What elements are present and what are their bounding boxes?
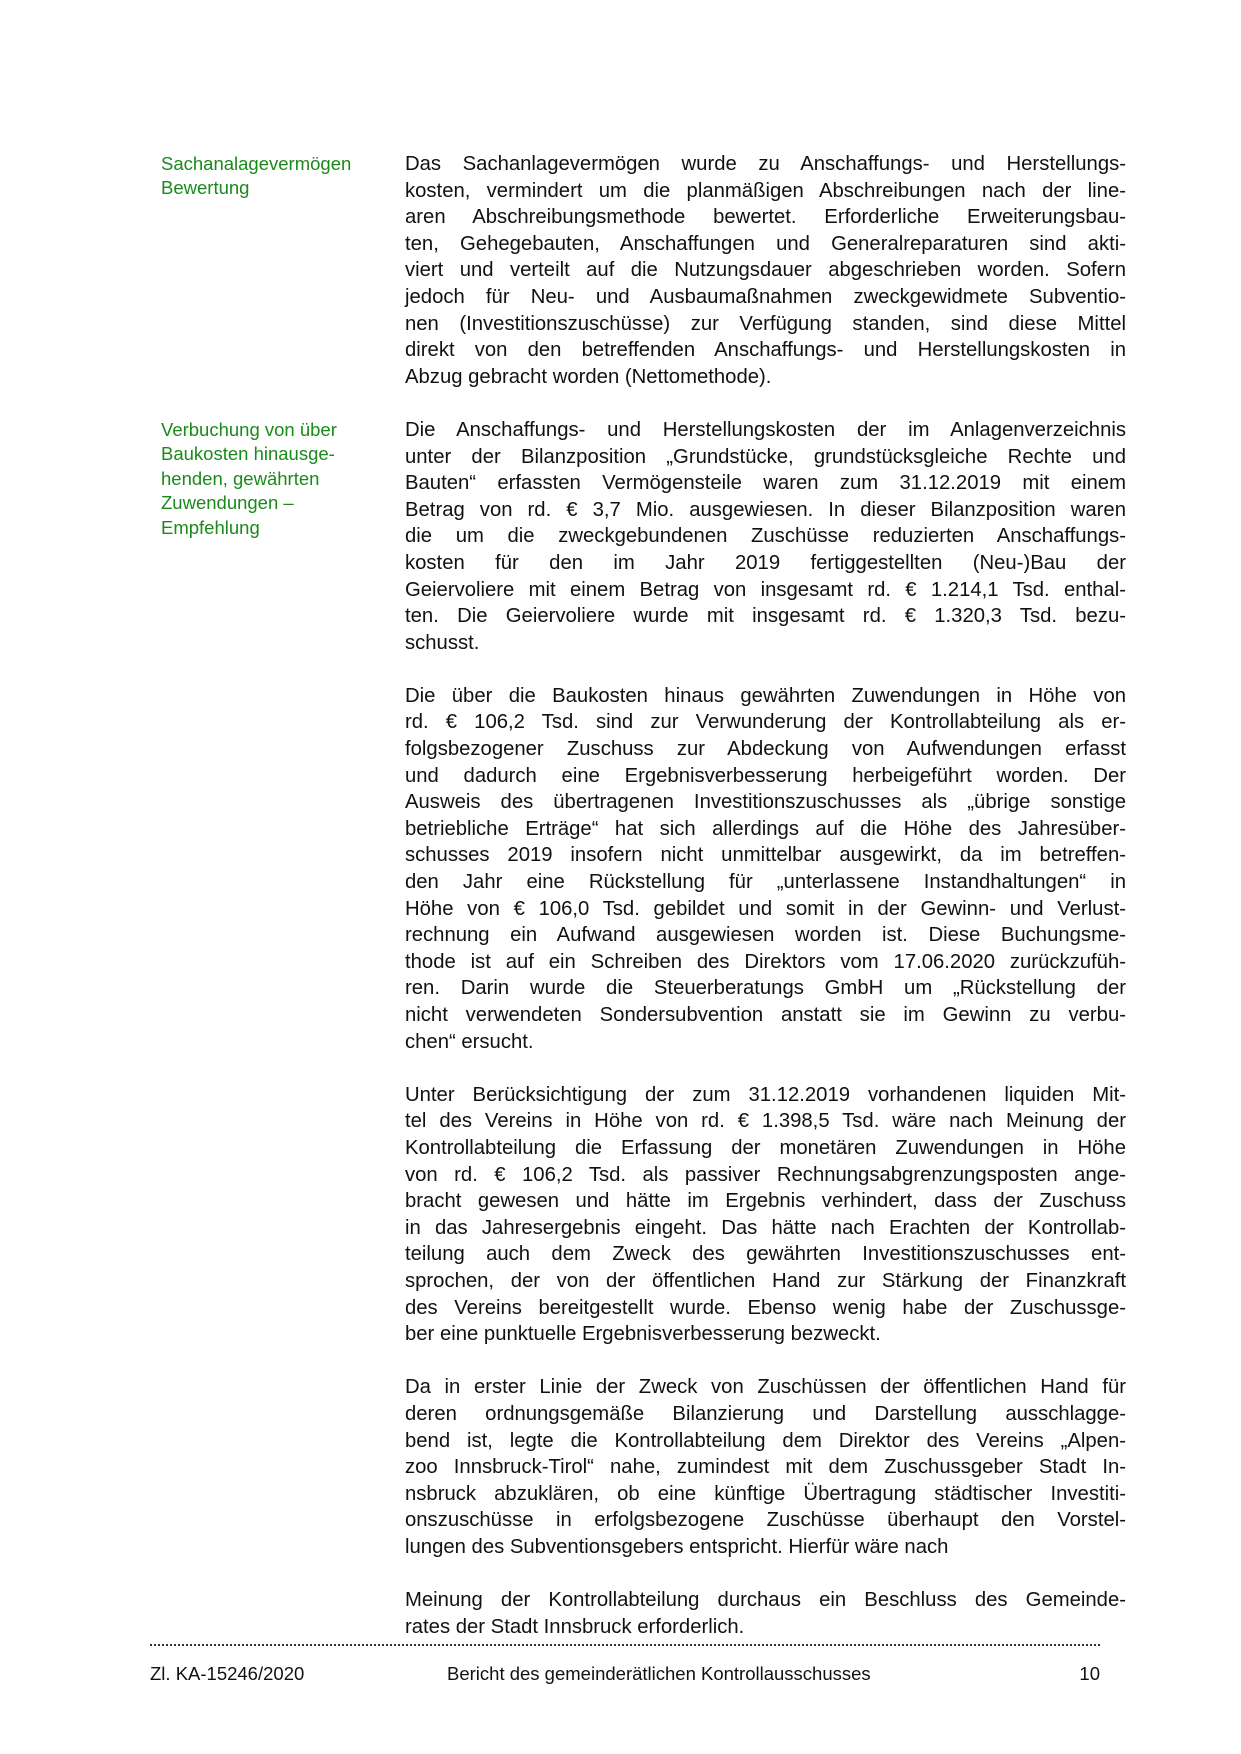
margin-heading-line: henden, gewährten	[161, 467, 320, 489]
text-line: Höhe von € 106,0 Tsd. gebildet und somit in der Gewinn- und Verlust-	[405, 897, 1126, 920]
text-line: nen (Investitionszuschüsse) zur Verfügung standen, sind diese Mittel	[405, 312, 1126, 335]
text-line: Da in erster Linie der Zweck von Zuschüssen der öffentlichen Hand für	[405, 1376, 1126, 1399]
text-line: nsbruck abzuklären, ob eine künftige Übertragung städtischer Investiti-	[405, 1482, 1126, 1505]
text-line: unter der Bilanzposition „Grundstücke, grundstücksgleiche Rechte und	[405, 445, 1126, 468]
margin-heading	[161, 418, 386, 540]
text-line: sprochen, der von der öffentlichen Hand zur Stärkung der Finanzkraft	[405, 1269, 1126, 1292]
text-line: ten, Gehegebauten, Anschaffungen und Generalreparaturen sind akti-	[405, 232, 1126, 255]
paragraph	[405, 151, 1126, 390]
text-line: Bauten“ erfassten Vermögensteile waren zum 31.12.2019 mit einem	[405, 472, 1126, 495]
text-line: thode ist auf ein Schreiben des Direktors vom 17.06.2020 zurückzufüh-	[405, 950, 1126, 973]
text-line: rd. € 106,2 Tsd. sind zur Verwunderung der Kontrollabteilung als er-	[405, 711, 1126, 734]
text-line: von rd. € 106,2 Tsd. als passiver Rechnungsabgrenzungsposten ange-	[405, 1163, 1126, 1186]
margin-heading-line: Baukosten hinausge-	[161, 443, 335, 465]
body-text	[405, 151, 1126, 1667]
text-line: ren. Darin wurde die Steuerberatungs GmbH um „Rückstellung der	[405, 977, 1126, 1000]
text-line: aren Abschreibungsmethode bewertet. Erforderliche Erweiterungsbau-	[405, 206, 1126, 229]
text-line: deren ordnungsgemäße Bilanzierung und Darstellung ausschlagge-	[405, 1402, 1126, 1425]
text-line: ten. Die Geiervoliere wurde mit insgesamt rd. € 1.320,3 Tsd. bezu-	[405, 605, 1126, 628]
text-line: tel des Vereins in Höhe von rd. € 1.398,5 Tsd. wäre nach Meinung der	[405, 1110, 1126, 1133]
text-line: Die über die Baukosten hinaus gewährten Zuwendungen in Höhe von	[405, 684, 1126, 707]
text-line: Geiervoliere mit einem Betrag von insgesamt rd. € 1.214,1 Tsd. enthal-	[405, 578, 1126, 601]
text-line: bend ist, legte die Kontrollabteilung dem Direktor des Vereins „Alpen-	[405, 1429, 1126, 1452]
text-line: des Vereins bereitgestellt wurde. Ebenso wenig habe der Zuschussge-	[405, 1296, 1126, 1319]
text-line: Die Anschaffungs- und Herstellungskosten der im Anlagenverzeichnis	[405, 418, 1126, 441]
footer-title: Bericht des gemeinderätlichen Kontrollausschusses	[447, 1663, 871, 1684]
paragraph	[405, 1587, 1126, 1640]
text-line: rechnung ein Aufwand ausgewiesen worden ist. Diese Buchungsme-	[405, 924, 1126, 947]
text-line: die um die zweckgebundenen Zuschüsse reduzierten Anschaffungs-	[405, 525, 1126, 548]
text-line: ber eine punktuelle Ergebnisverbesserung bezweckt.	[405, 1323, 881, 1346]
text-line: lungen des Subventionsgebers entspricht. Hierfür wäre nach	[405, 1535, 949, 1558]
page-number: 10	[1079, 1663, 1100, 1684]
text-line: teilung auch dem Zweck des gewährten Investitionszuschusses ent-	[405, 1243, 1126, 1266]
text-line: Abzug gebracht worden (Nettomethode).	[405, 365, 772, 388]
paragraph	[405, 1082, 1126, 1348]
text-line: bracht gewesen und hätte im Ergebnis verhindert, dass der Zuschuss	[405, 1190, 1126, 1213]
text-line: jedoch für Neu- und Ausbaumaßnahmen zweckgewidmete Subventio-	[405, 285, 1126, 308]
text-line: folgsbezogener Zuschuss zur Abdeckung von Aufwendungen erfasst	[405, 738, 1126, 761]
text-line: zoo Innsbruck-Tirol“ nahe, zumindest mit dem Zuschussgeber Stadt In-	[405, 1456, 1126, 1479]
text-line: rates der Stadt Innsbruck erforderlich.	[405, 1615, 745, 1638]
text-line: viert und verteilt auf die Nutzungsdauer abgeschrieben worden. Sofern	[405, 259, 1126, 282]
paragraph	[405, 417, 1126, 656]
margin-heading-line: Empfehlung	[161, 516, 260, 538]
text-line: Unter Berücksichtigung der zum 31.12.2019 vorhandenen liquiden Mit-	[405, 1083, 1126, 1106]
text-line: kosten für den im Jahr 2019 fertiggestellten (Neu-)Bau der	[405, 551, 1126, 574]
text-line: schusst.	[405, 631, 480, 654]
page-footer	[150, 1663, 1100, 1685]
margin-heading-line: Zuwendungen –	[161, 492, 294, 514]
margin-heading-line: Bewertung	[161, 177, 250, 199]
text-line: kosten, vermindert um die planmäßigen Abschreibungen nach der line-	[405, 179, 1126, 202]
text-line: nicht verwendeten Sondersubvention anstatt sie im Gewinn zu verbu-	[405, 1004, 1126, 1026]
text-line: onszuschüsse in erfolgsbezogene Zuschüsse überhaupt den Vorstel-	[405, 1509, 1126, 1532]
footer-reference: Zl. KA-15246/2020	[150, 1663, 305, 1684]
paragraph	[405, 683, 1126, 1055]
text-line: betriebliche Erträge“ hat sich allerdings auf die Höhe des Jahresüber-	[405, 817, 1126, 840]
text-line: Meinung der Kontrollabteilung durchaus ein Beschluss des Gemeinde-	[405, 1589, 1126, 1612]
margin-heading	[161, 152, 386, 201]
text-line: Ausweis des übertragenen Investitionszuschusses als „übrige sonstige	[405, 791, 1126, 814]
text-line: Kontrollabteilung die Erfassung der monetären Zuwendungen in Höhe	[405, 1136, 1126, 1159]
footer-divider	[150, 1644, 1100, 1646]
text-line: chen“ ersucht.	[405, 1030, 534, 1053]
text-line: und dadurch eine Ergebnisverbesserung herbeigeführt worden. Der	[405, 764, 1126, 787]
text-line: in das Jahresergebnis eingeht. Das hätte nach Erachten der Kontrollab-	[405, 1216, 1126, 1239]
margin-heading-line: Verbuchung von über	[161, 419, 337, 440]
text-line: Das Sachanlagevermögen wurde zu Anschaffungs- und Herstellungs-	[405, 153, 1126, 175]
margin-heading-line: Sachanalagevermögen	[161, 153, 352, 174]
text-line: direkt von den betreffenden Anschaffungs- und Herstellungskosten in	[405, 339, 1126, 362]
text-line: Betrag von rd. € 3,7 Mio. ausgewiesen. In dieser Bilanzposition waren	[405, 498, 1126, 521]
text-line: schusses 2019 insofern nicht unmittelbar ausgewirkt, da im betreffen-	[405, 844, 1126, 867]
text-line: den Jahr eine Rückstellung für „unterlassene Instandhaltungen“ in	[405, 871, 1126, 894]
paragraph	[405, 1374, 1126, 1560]
